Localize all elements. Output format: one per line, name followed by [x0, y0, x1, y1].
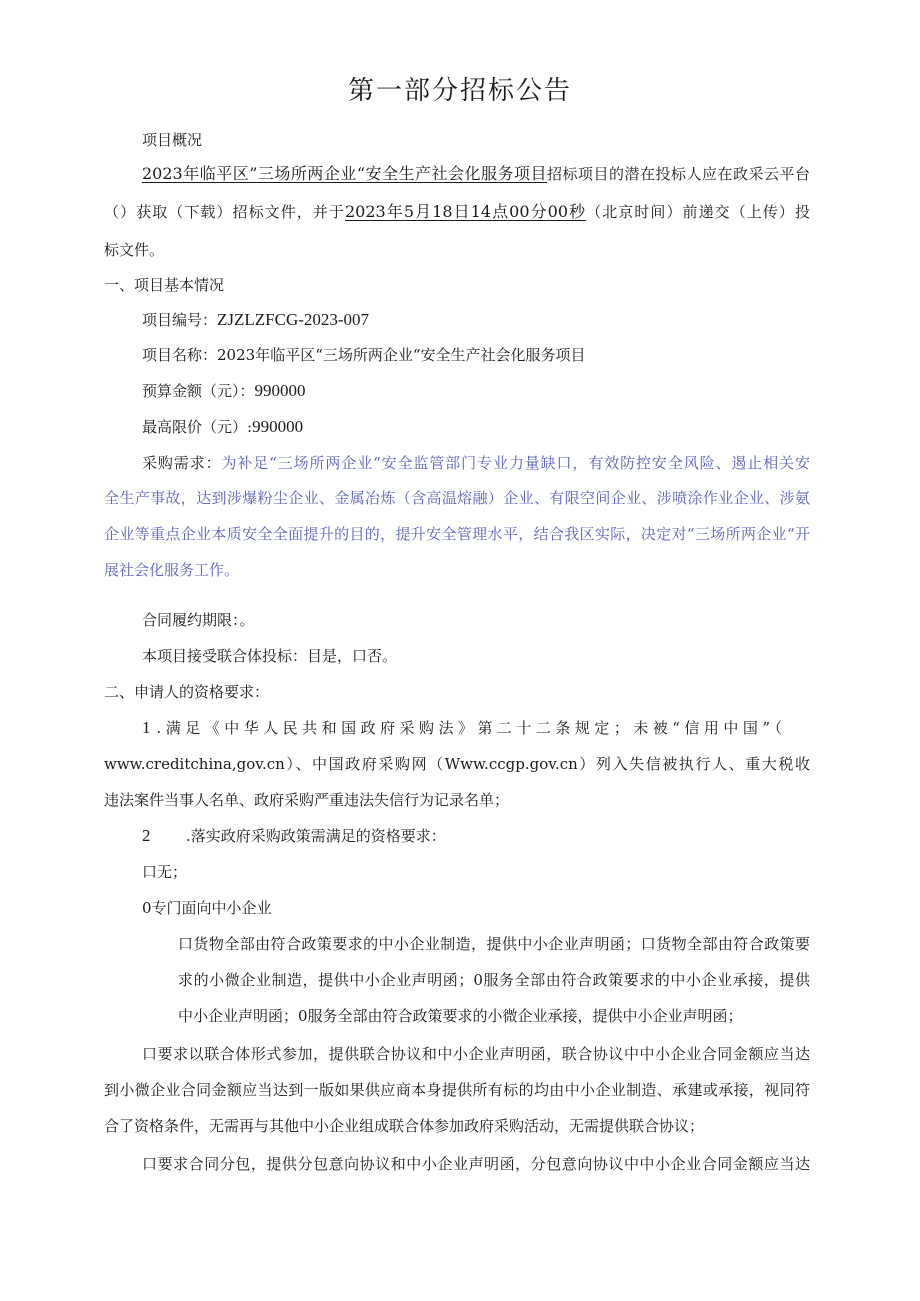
consortium-bid: 本项目接受联合体投标：目是，口否。: [142, 647, 398, 665]
overview-heading: 项目概况: [142, 131, 203, 149]
demand-line-2: 全生产事故，达到涉爆粉尘企业、金属冶炼（含高温熔融）企业、有限空间企业、涉喷涂作业企业、涉氨: [104, 489, 810, 507]
requirement-1-line-2: www.creditchina,gov.cn）、中国政府采购网（Www.ccgp.gov.cn）列入失信被执行人、重大税收: [104, 755, 810, 773]
consortium-req-line-1: 口要求以联合体形式参加，提供联合协议和中小企业声明函，联合协议中中小企业合同金额应当达: [142, 1045, 810, 1063]
requirement-2: 2 .落实政府采购政策需满足的资格要求：: [142, 826, 446, 845]
requirement-1-number: 1: [142, 718, 151, 737]
max-price-amount: 990000: [252, 417, 304, 436]
requirement-1-line-3: 违法案件当事人名单、政府采购严重违法失信行为记录名单；: [104, 791, 510, 809]
demand-line-3: 企业等重点企业本质安全全面提升的目的，提升安全管理水平，结合我区实际，决定对“三场所两企业“开: [104, 525, 810, 543]
project-name: 2023年临平区“三场所两企业“安全生产社会化服务项目: [217, 346, 586, 364]
contract-period: 合同履约期限：。: [142, 611, 255, 629]
budget-amount: 990000: [254, 381, 306, 400]
project-name-row: 项目名称：2023年临平区“三场所两企业“安全生产社会化服务项目: [142, 346, 586, 364]
subcontract-req-line-1: 口要求合同分包，提供分包意向协议和中小企业声明函，分包意向协议中中小企业合同金额应当达: [142, 1155, 810, 1173]
requirement-1-line-1: 1 .满足《中华人民共和国政府采购法》第二十二条规定；未被“信用中国”（: [142, 718, 782, 737]
option-sme: 0专门面向中小企业: [142, 899, 272, 917]
project-title-underlined: 2023年临平区”三场所两企业“安全生产社会化服务项目: [142, 164, 548, 183]
page-title: 第一部分招标公告: [347, 76, 572, 106]
consortium-req-line-3: 合了资格条件，无需再与其他中小企业组成联合体参加政府采购活动，无需提供联合协议；: [104, 1117, 705, 1135]
budget-row: 预算金额（元）：990000: [142, 381, 306, 400]
demand-line-1: 采购需求：为补足“三场所两企业“安全监管部门专业力量缺口，有效防控安全风险、遏止相关安: [142, 454, 810, 472]
project-number-row: 项目编号：ZJZLZFCG-2023-007: [142, 310, 370, 329]
submission-deadline: 2023年5月18日14点00分00秒: [345, 202, 587, 221]
sme-line-2: 求的小微企业制造，提供中小企业声明函；0服务全部由符合政策要求的中小企业承接，提供: [178, 971, 810, 989]
section1-heading: 一、项目基本情况: [104, 276, 225, 294]
demand-line-4: 展社会化服务工作。: [104, 561, 240, 579]
project-number: ZJZLZFCG-2023-007: [217, 310, 370, 329]
requirement-2-number: 2: [142, 826, 151, 845]
option-none: 口无；: [142, 863, 188, 881]
consortium-req-line-2: 到小微企业合同金额应当达到一版如果供应商本身提供所有标的均由中小企业制造、承建或承接，视同符: [104, 1081, 810, 1099]
overview-line-3: 标文件。: [104, 241, 165, 259]
demand-label: 采购需求：: [142, 454, 222, 472]
overview-line-1: 2023年临平区”三场所两企业“安全生产社会化服务项目招标项目的潜在投标人应在政采云平台: [142, 164, 810, 183]
section2-heading: 二、申请人的资格要求：: [104, 683, 270, 701]
sme-line-1: 口货物全部由符合政策要求的中小企业制造，提供中小企业声明函；口货物全部由符合政策要: [178, 935, 810, 953]
max-price-row: 最高限价（元）:990000: [142, 417, 304, 436]
overview-line-2: （）获取（下载）招标文件，并于2023年5月18日14点00分00秒（北京时间）前递交（上传）投: [104, 202, 810, 221]
sme-line-3: 中小企业声明函；0服务全部由符合政策要求的小微企业承接，提供中小企业声明函；: [178, 1007, 743, 1025]
